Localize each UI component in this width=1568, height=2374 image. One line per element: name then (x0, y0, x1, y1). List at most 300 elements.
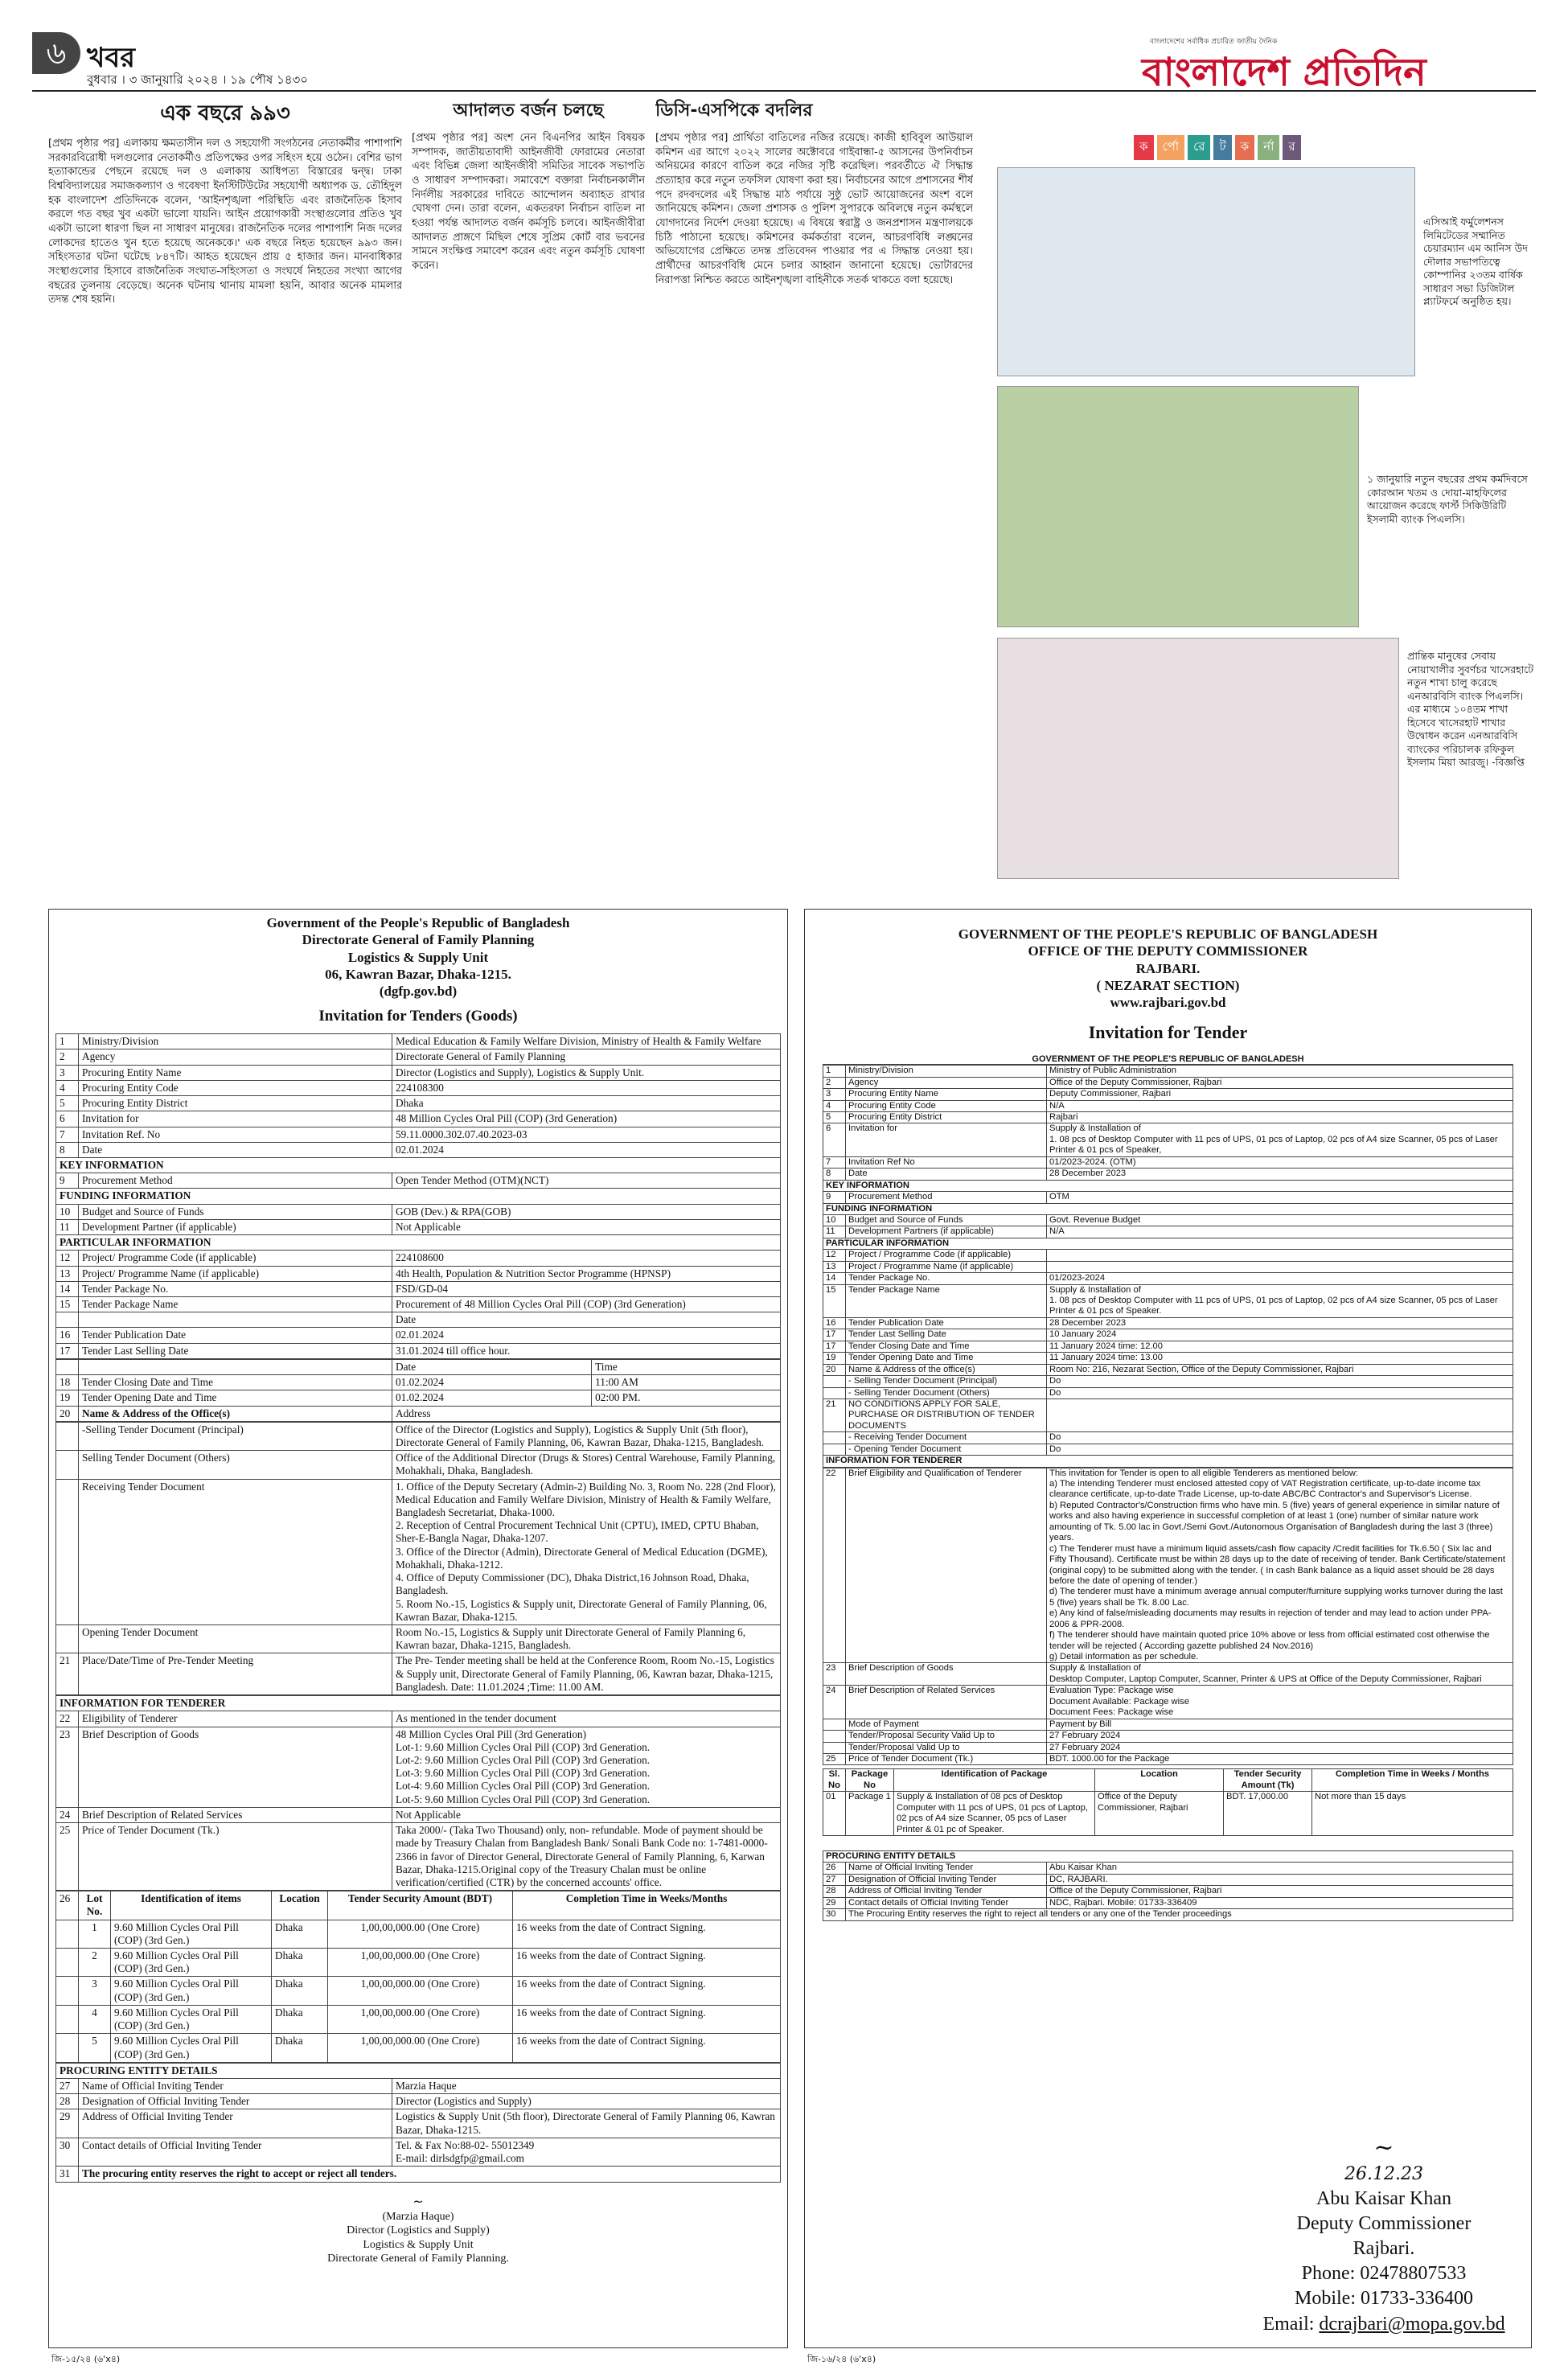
header-line: GOVERNMENT OF THE PEOPLE'S REPUBLIC OF BANGLADESH (958, 926, 1378, 942)
table-row (56, 1727, 781, 1807)
table-cell: Rajbari (1047, 1112, 1513, 1123)
table-row (56, 1390, 781, 1406)
table-cell: 8 (823, 1169, 846, 1180)
table-cell: - Selling Tender Document (Others) (846, 1387, 1047, 1399)
table-cell: Procuring Entity District (79, 1096, 392, 1111)
table-cell: 9.60 Million Cycles Oral Pill (COP) (3rd Gen.) (111, 2005, 272, 2033)
table-cell: 01/2023-2024 (1047, 1273, 1513, 1284)
table-cell: 2 (79, 1949, 111, 1977)
table-row (56, 1158, 781, 1173)
table-cell: 23 (823, 1663, 846, 1686)
table-cell: 9.60 Million Cycles Oral Pill (COP) (3rd Gen.) (111, 1920, 272, 1948)
table-cell: 9.60 Million Cycles Oral Pill (COP) (3rd Gen.) (111, 2034, 272, 2062)
header-line: (dgfp.gov.bd) (379, 984, 458, 999)
table-row (823, 1731, 1513, 1742)
table-cell: Address of Official Inviting Tender (846, 1886, 1047, 1897)
tender-table (55, 1033, 781, 1359)
corporate-corner-title (1134, 135, 1536, 160)
table-cell: Govt. Revenue Budget (1047, 1214, 1513, 1226)
table-cell: Eligibility of Tenderer (79, 1711, 392, 1727)
table-row (823, 1432, 1513, 1444)
table-row (823, 1769, 1513, 1792)
email-link[interactable]: dcrajbari@mopa.gov.bd (1319, 2313, 1505, 2335)
table-cell: Evaluation Type: Package wise Document Available: Package wise Document Fees: Package wise (1047, 1686, 1513, 1719)
table-cell: The Pre- Tender meeting shall be held at the Conference Room, Room No.-15, Logistics & Supply unit, Directorate General of Family Planning, 06, Kawran bazar, Dhaka-1215, Bangladesh. Date: 11.01.2024 ;Time: 11.00 AM. (392, 1653, 781, 1695)
email-label: Email: (1262, 2313, 1315, 2335)
table-cell (56, 1422, 79, 1450)
table-cell: 01/2023-2024. (OTM) (1047, 1156, 1513, 1168)
tender-table (823, 1065, 1513, 1467)
table-cell: 6 (823, 1123, 846, 1156)
table-cell: Date (846, 1169, 1047, 1180)
table-row (56, 1328, 781, 1343)
table-cell: GOB (Dev.) & RPA(GOB) (392, 1204, 781, 1219)
table-cell: 29 (56, 2109, 79, 2138)
table-cell: Sl. No (823, 1769, 846, 1792)
table-row (823, 1214, 1513, 1226)
table-cell: 17 (823, 1329, 846, 1341)
table-row (823, 1089, 1513, 1100)
table-cell: Room No: 216, Nezarat Section, Office of the Deputy Commissioner, Rajbari (1047, 1364, 1513, 1375)
table-row (56, 2063, 781, 2078)
footer-code: জি-১৫/২৪ (৬'x৪) (51, 2354, 121, 2364)
table-cell: 14 (56, 1281, 79, 1296)
table-row (56, 1065, 781, 1080)
acl-agm-photo (997, 167, 1415, 376)
table-row (823, 1364, 1513, 1375)
tender-title: Invitation for Tender (1088, 1022, 1248, 1043)
table-cell: Open Tender Method (OTM)(NCT) (392, 1173, 781, 1189)
table-cell: 224108300 (392, 1080, 781, 1095)
table-cell: 9.60 Million Cycles Oral Pill (COP) (3rd Gen.) (111, 1977, 272, 2005)
signature-line: Directorate General of Family Planning. (327, 2253, 509, 2265)
signature-block (55, 2194, 781, 2266)
table-cell: Office of the Additional Director (Drugs & Stores) Central Warehouse, Family Planning, Mohakhali, Dhaka, Bangladesh. (392, 1451, 781, 1479)
table-row (56, 1204, 781, 1219)
table-cell: BDT. 1000.00 for the Package (1047, 1753, 1513, 1764)
table-cell: 01.02.2024 (392, 1375, 592, 1390)
title-tile: র্পো (1157, 135, 1185, 160)
table-cell: Invitation for (846, 1123, 1047, 1156)
table-cell: The procuring entity reserves the right to accept or reject all tenders. (79, 2167, 781, 2182)
table-cell: Tender Package No. (846, 1273, 1047, 1284)
table-cell: 31 (56, 2167, 79, 2182)
table-cell: 1,00,00,000.00 (One Crore) (328, 1920, 513, 1948)
table-row (823, 1238, 1513, 1249)
table-cell (1047, 1261, 1513, 1272)
table-cell: 02.01.2024 (392, 1142, 781, 1157)
table-row (56, 1251, 781, 1266)
table-cell: Dhaka (272, 1920, 328, 1948)
table-row (823, 1909, 1513, 1920)
table-cell: Budget and Source of Funds (846, 1214, 1047, 1226)
tender-notice-rajbari (804, 909, 1532, 2348)
signature-block (1255, 2132, 1513, 2337)
table-cell: N/A (1047, 1100, 1513, 1111)
table-row (56, 1422, 781, 1450)
procuring-table (823, 1850, 1513, 1921)
header-line: www.rajbari.gov.bd (1110, 995, 1226, 1010)
table-cell: Ministry/Division (79, 1034, 392, 1049)
table-cell: 3 (823, 1089, 846, 1100)
table-row (823, 1444, 1513, 1455)
table-cell: Office of the Deputy Commissioner, Rajbari (1095, 1792, 1224, 1836)
procuring-table (55, 2063, 781, 2183)
table-cell: 12 (56, 1251, 79, 1266)
signature-line: Rajbari. (1353, 2237, 1415, 2259)
table-cell: Project / Programme Name (if applicable) (846, 1261, 1047, 1272)
table-cell: Invitation Ref. No (79, 1127, 392, 1142)
table-cell: Brief Description of Related Services (846, 1686, 1047, 1719)
table-cell: Brief Description of Goods (846, 1663, 1047, 1686)
table-cell: 16 weeks from the date of Contract Signing. (513, 1949, 781, 1977)
table-cell: Room No.-15, Logistics & Supply unit Directorate General of Family Planning 6, Kawran bazar, Dhaka-1215, Bangladesh. (392, 1625, 781, 1653)
table-row (823, 1886, 1513, 1897)
table-cell: Development Partner (if applicable) (79, 1219, 392, 1234)
masthead-tagline: বাংলাদেশের সর্বাধিক প্রচারিত জাতীয় দৈনিক (1150, 38, 1278, 46)
table-cell: 224108600 (392, 1251, 781, 1266)
table-cell: - Selling Tender Document (Principal) (846, 1376, 1047, 1387)
table-row (56, 1920, 781, 1948)
table-cell: Project / Programme Code (if applicable) (846, 1250, 1047, 1261)
table-cell: Time (592, 1359, 781, 1374)
article-1 (48, 97, 402, 905)
table-cell: Tender Closing Date and Time (846, 1341, 1047, 1352)
table-row (56, 2167, 781, 2182)
table-cell: 26 (823, 1863, 846, 1874)
table-row (56, 2109, 781, 2138)
table-cell: Procurement of 48 Million Cycles Oral Pill (COP) (3rd Generation) (392, 1296, 781, 1312)
table-cell (823, 1432, 846, 1444)
article-title: এক বছরে ৯৯৩ (160, 101, 290, 125)
table-cell: NO CONDITIONS APPLY FOR SALE, PURCHASE OR DISTRIBUTION OF TENDER DOCUMENTS (846, 1399, 1047, 1431)
caption: প্রান্তিক মানুষের সেবায় নোয়াখালীর সুবর্ণচর খাসেরহাটে নতুন শাখা চালু করেছে এনআরবিসি ব্যাংক পিএলসি। এর মাধ্যমে ১০৪তম শাখা হিসেবে খাসেরহাট শাখার উদ্বোধন করেন এনআরবিসি ব্যাংকের পরিচালক রফিকুল ইসলাম মিয়া আরজু। -বিজ্ঞপ্তি (1407, 650, 1534, 768)
table-cell: Brief Description of Goods (79, 1727, 392, 1807)
table-cell: Procuring Entity Code (846, 1100, 1047, 1111)
table-cell: 59.11.0000.302.07.40.2023-03 (392, 1127, 781, 1142)
table-row (56, 1281, 781, 1296)
table-cell: Tender Package Name (79, 1296, 392, 1312)
table-cell: 16 weeks from the date of Contract Signing. (513, 2005, 781, 2033)
table-cell: 9.60 Million Cycles Oral Pill (COP) (3rd Gen.) (111, 1949, 272, 1977)
table-cell: 11 (823, 1226, 846, 1238)
table-row (823, 1851, 1513, 1863)
table-cell: Name & Address of the Office(s) (79, 1406, 392, 1421)
table-cell: 16 (56, 1328, 79, 1343)
table-cell: Deputy Commissioner, Rajbari (1047, 1089, 1513, 1100)
table-cell: 7 (56, 1127, 79, 1142)
header-line: 06, Kawran Bazar, Dhaka-1215. (325, 966, 511, 982)
table-cell: Procuring Entity Name (846, 1089, 1047, 1100)
table-row (56, 1312, 781, 1328)
table-cell: 17 (823, 1341, 846, 1352)
table-row (823, 1663, 1513, 1686)
table-cell (823, 1719, 846, 1730)
table-cell: The Procuring Entity reserves the right to reject all tenders or any one of the Tender proceedings (846, 1909, 1513, 1920)
table-row (56, 1173, 781, 1189)
page-number: ৬ (32, 32, 80, 74)
table-cell: 19 (823, 1353, 846, 1364)
table-row (56, 1235, 781, 1251)
article-title: আদালত বর্জন চলছে (453, 101, 604, 121)
table-cell: Do (1047, 1432, 1513, 1444)
table-cell: 2 (56, 1049, 79, 1065)
table-cell: Tender/Proposal Security Valid Up to (846, 1731, 1047, 1742)
table-cell: Marzia Haque (392, 2079, 781, 2094)
table-cell: As mentioned in the tender document (392, 1711, 781, 1727)
table-cell (1047, 1250, 1513, 1261)
section-heading: INFORMATION FOR TENDERER (823, 1456, 1513, 1467)
table-cell: Do (1047, 1376, 1513, 1387)
table-cell: 28 (823, 1886, 846, 1897)
table-cell: 1,00,00,000.00 (One Crore) (328, 1949, 513, 1977)
table-cell (56, 1625, 79, 1653)
table-row (56, 1949, 781, 1977)
table-cell: 20 (56, 1406, 79, 1421)
article-body: [প্রথম পৃষ্ঠার পর] অংশ নেন বিএনপির আইন বিষয়ক সম্পাদক, জাতীয়তাবাদী আইনজীবী ফোরামের নেতারা এবং বিভিন্ন জেলা আইনজীবী সমিতির সাবেক সভাপতি ও সাধারণ সম্পাদকরা। সমাবেশে বক্তারা নির্বাচনকালীন নির্দলীয় সরকারের দাবিতে আন্দোলন অব্যাহত রাখার ঘোষণা দেন। তারা বলেন, একতরফা নির্বাচন বাতিল না হওয়া পর্যন্ত আদালত বর্জন কর্মসূচি চলবে। আইনজীবীরা আদালত প্রাঙ্গণে মিছিল শেষে সুপ্রিম কোর্ট বার ভবনের সামনে সংক্ষিপ্ত সমাবেশ করেন এবং নতুন কর্মসূচি ঘোষণা করেন। (412, 132, 645, 272)
table-cell: 8 (56, 1142, 79, 1157)
table-cell: Project/ Programme Code (if applicable) (79, 1251, 392, 1266)
table-cell (1047, 1399, 1513, 1431)
table-cell: 29 (823, 1897, 846, 1908)
table-cell (823, 1376, 846, 1387)
table-cell: Tender Publication Date (846, 1317, 1047, 1329)
header-line: Directorate General of Family Planning (302, 932, 535, 948)
signature-line: Mobile: 01733-336400 (1295, 2288, 1473, 2310)
article-2 (412, 97, 645, 905)
table-row (56, 1977, 781, 2005)
table-cell: Procuring Entity District (846, 1112, 1047, 1123)
caption: এসিআই ফর্মুলেশনস লিমিটেডের সম্মানিত চেয়ারম্যান এম আনিস উদ দৌলার সভাপতিত্বে কোম্পানির ২৩তম বার্ষিক সাধারণ সভা ডিজিটাল প্ল্যাটফর্মে অনুষ্ঠিত হয়। (1423, 216, 1528, 307)
table-cell: 16 weeks from the date of Contract Signing. (513, 1977, 781, 2005)
table-row (56, 1711, 781, 1727)
table-cell: Director (Logistics and Supply), Logistics & Supply Unit. (392, 1065, 781, 1080)
header-line: Logistics & Supply Unit (347, 949, 489, 965)
table-cell: Brief Description of Related Services (79, 1807, 392, 1822)
table-row (56, 1219, 781, 1234)
tender-header (55, 914, 781, 1000)
header-line: Government of the People's Republic of Bangladesh (266, 915, 570, 930)
table-cell: 4 (56, 1080, 79, 1095)
table-cell: 10 (56, 1204, 79, 1219)
table-row (56, 1625, 781, 1653)
table-cell: Tender Security Amount (BDT) (328, 1891, 513, 1920)
table-cell: Office of the Deputy Commissioner, Rajbari (1047, 1077, 1513, 1088)
table-cell: 4 (79, 2005, 111, 2033)
table-cell: Address (392, 1406, 781, 1421)
table-row (823, 1169, 1513, 1180)
corporate-corner (997, 135, 1536, 899)
table-cell: Lot No. (79, 1891, 111, 1920)
table-cell: Package No (846, 1769, 894, 1792)
nrbc-opening-photo (997, 638, 1399, 879)
table-cell: Agency (846, 1077, 1047, 1088)
masthead-logo: বাংলাদেশ প্রতিদিন (1142, 50, 1426, 95)
table-row (56, 2034, 781, 2062)
article-body: [প্রথম পৃষ্ঠার পর] প্রার্থিতা বাতিলের নজির রয়েছে। কাজী হাবিবুল আউয়াল কমিশন এর আগে ২০২২ সালের অক্টোবরে গাইবান্ধা-৫ আসনের উপনির্বাচন অনিয়মের কারণে বাতিল করে নজির সৃষ্টি করেছিল। পরবর্তীতে ঐ সিদ্ধান্ত প্রত্যাহার করে নতুন তফসিল ঘোষণা করা হয়। নির্বাচনের আগে প্রশাসনের শীর্ষ পদে রদবদলের এই সিদ্ধান্ত মাঠ পর্যায়ে সুষ্ঠু ভোট আয়োজনের অংশ বলে জানিয়েছে কমিশন। জেলা প্রশাসক ও পুলিশ সুপারকে অবিলম্বে নতুন কর্মস্থলে যোগদানের নির্দেশ দেওয়া হয়েছে। এ বিষয়ে স্বরাষ্ট্র ও জনপ্রশাসন মন্ত্রণালয়কে চিঠি পাঠানো হয়েছে। কমিশনের কর্মকর্তারা বলেন, আচরণবিধি লঙ্ঘনের অভিযোগের প্রেক্ষিতে তদন্ত প্রতিবেদন পাওয়ার পর এ সিদ্ধান্ত নেওয়া হয়। প্রার্থীদের আচরণবিধি মেনে চলার আহ্বান জানানো হয়েছে। ভোটারদের নিরাপত্তা নিশ্চিত করতে আইনশৃঙ্খলা বাহিনীকে সতর্ক থাকতে বলা হয়েছে। (655, 132, 973, 286)
table-cell: 3 (79, 1977, 111, 2005)
bank-dua-photo (997, 386, 1359, 627)
table-cell: 21 (56, 1653, 79, 1695)
table-row (56, 2138, 781, 2166)
table-row (823, 1456, 1513, 1467)
table-cell: 27 (56, 2079, 79, 2094)
table-cell: 5 (56, 1096, 79, 1111)
table-row (823, 1077, 1513, 1088)
table-row (823, 1066, 1513, 1077)
table-cell: Tender Last Selling Date (79, 1343, 392, 1358)
table-cell (56, 2005, 79, 2033)
table-cell (56, 1949, 79, 1977)
table-row (823, 1250, 1513, 1261)
table-row (56, 1375, 781, 1390)
table-cell: Ministry/Division (846, 1066, 1047, 1077)
table-cell: Address of Official Inviting Tender (79, 2109, 392, 2138)
table-cell: Selling Tender Document (Others) (79, 1451, 392, 1479)
table-title: GOVERNMENT OF THE PEOPLE'S REPUBLIC OF BANGLADESH (823, 1054, 1513, 1065)
table-row (823, 1468, 1513, 1663)
table-row (823, 1100, 1513, 1111)
lots-table (55, 1891, 781, 2063)
table-row (56, 1343, 781, 1358)
table-cell: 48 Million Cycles Oral Pill (3rd Generation) Lot-1: 9.60 Million Cycles Oral Pill (COP) 3rd Generation. Lot-2: 9.60 Million Cycles Oral Pill (COP) 3rd Generation. Lot-3: 9.60 Million Cycles Oral Pill (COP) 3rd Generation. Lot-4: 9.60 Million Cycles Oral Pill (COP) 3rd Generation. Lot-5: 9.60 Million Cycles Oral Pill (COP) 3rd Generation. (392, 1727, 781, 1807)
table-cell: Price of Tender Document (Tk.) (846, 1753, 1047, 1764)
table-cell: Supply & Installation of 08 pcs of Desktop Computer with 11 pcs of UPS, 01 pcs of Laptop, 02 pcs of A4 size Scanner, 05 pcs of Laser Printer & 01 pc of Speaker. (894, 1792, 1095, 1836)
table-row (823, 1261, 1513, 1272)
table-cell: 1 (79, 1920, 111, 1948)
table-cell: Mode of Payment (846, 1719, 1047, 1730)
table-row (56, 1142, 781, 1157)
table-cell: Designation of Official Inviting Tender (79, 2094, 392, 2109)
table-row (823, 1376, 1513, 1387)
table-cell: Taka 2000/- (Taka Two Thousand) only, non- refundable. Mode of payment should be made by Treasury Chalan from Bangladesh Bank/ Sonali Bank Code no: 1-7481-0000-2366 in favor of Director General, Directorate General of Family Planning, 6, Karwan Bazar, Dhaka-1215.Original copy of the Treasury Chalan must be online verification/certified (CTR) by the concerned accounts' office. (392, 1823, 781, 1891)
info-table (823, 1468, 1513, 1766)
table-cell: Identification of items (111, 1891, 272, 1920)
table-cell: 1 (823, 1066, 846, 1077)
table-cell: Logistics & Supply Unit (5th floor), Directorate General of Family Planning 06, Kawran Bazar, Dhaka-1215. (392, 2109, 781, 2138)
table-cell: Development Partners (if applicable) (846, 1226, 1047, 1238)
table-row (56, 2005, 781, 2033)
table-cell: Do (1047, 1387, 1513, 1399)
table-row (56, 1096, 781, 1111)
table-cell (56, 2034, 79, 2062)
table-cell: Invitation Ref No (846, 1156, 1047, 1168)
table-cell: Designation of Official Inviting Tender (846, 1874, 1047, 1885)
table-cell: 13 (56, 1266, 79, 1281)
signature: ~ (413, 2193, 424, 2209)
table-cell: Supply & Installation of 1. 08 pcs of Desktop Computer with 11 pcs of UPS, 01 pcs of Laptop, 02 pcs of A4 size Scanner, 05 pcs of Laser Printer & 01 pcs of Speaker. (1047, 1284, 1513, 1317)
table-cell: Procurement Method (79, 1173, 392, 1189)
table-cell: NDC, Rajbari. Mobile: 01733-336409 (1047, 1897, 1513, 1908)
signature-line: (Marzia Haque) (382, 2210, 454, 2223)
table-row (823, 1387, 1513, 1399)
section-heading: PROCURING ENTITY DETAILS (56, 2063, 781, 2078)
table-row (823, 1273, 1513, 1284)
table-cell: Contact details of Official Inviting Tender (846, 1897, 1047, 1908)
table-cell: BDT. 17,000.00 (1224, 1792, 1312, 1836)
table-cell: - Opening Tender Document (846, 1444, 1047, 1455)
table-cell: 24 (56, 1807, 79, 1822)
table-cell: 27 February 2024 (1047, 1731, 1513, 1742)
table-cell: Tender Opening Date and Time (79, 1390, 392, 1406)
table-cell: Place/Date/Time of Pre-Tender Meeting (79, 1653, 392, 1695)
table-cell: Office of the Director (Logistics and Supply), Logistics & Supply Unit (5th floor), Directorate General of Family Planning, 06, Kawran Bazar, Dhaka-1215, Bangladesh. (392, 1422, 781, 1450)
table-cell: 02.01.2024 (392, 1328, 781, 1343)
table-cell: 1 (56, 1034, 79, 1049)
table-cell: -Selling Tender Document (Principal) (79, 1422, 392, 1450)
table-cell: Identification of Package (894, 1769, 1095, 1792)
header-line: ( NEZARAT SECTION) (1096, 977, 1240, 993)
table-cell: 26 (56, 1891, 79, 1920)
table-row (56, 2079, 781, 2094)
table-cell: Budget and Source of Funds (79, 1204, 392, 1219)
table-cell: 1,00,00,000.00 (One Crore) (328, 2005, 513, 2033)
table-cell (823, 1731, 846, 1742)
table-row (823, 1719, 1513, 1730)
title-tile: ক (1235, 135, 1255, 160)
table-cell: 25 (56, 1823, 79, 1891)
signature-line: Logistics & Supply Unit (363, 2238, 474, 2251)
table-cell: Tender Opening Date and Time (846, 1353, 1047, 1364)
table-cell: Not Applicable (392, 1807, 781, 1822)
section-heading: KEY INFORMATION (823, 1180, 1513, 1191)
table-cell: Supply & Installation of Desktop Computer, Laptop Computer, Scanner, Printer & UPS at Office of the Deputy Commissioner, Rajbari (1047, 1663, 1513, 1686)
article-body: [প্রথম পৃষ্ঠার পর] এলাকায় ক্ষমতাসীন দল ও সহযোগী সংগঠনের নেতাকর্মীর পাশাপাশি সরকারবিরোধী দলগুলোর নেতাকর্মীও প্রতিপক্ষের ওপর সহিংস হয়ে ওঠেন। বেশির ভাগ হত্যাকান্ডের পেছনে রয়েছে দল ও এলাকায় আধিপত্য বিস্তারের দ্বন্দ্ব। ঢাকা বিশ্ববিদ্যালয়ের সমাজকল্যাণ ও গবেষণা ইনস্টিটিউটের সহযোগী অধ্যাপক ড. তৌহিদুল হক বাংলাদেশ প্রতিদিনকে বলেন, 'আইনশৃঙ্খলা পরিস্থিতি এবং রাজনৈতিক হিসাব করলে গত বছর খুব একটা ভালো যায়নি। আইন প্রয়োগকারী সংস্থাগুলোর প্রতিও খুব একটা ভালো ধারণা ছিল না সাধারণ মানুষের। রাজনৈতিক দলের পাশাপাশি নিজ দলের লোকদের হাতেও খুন হতে হয়েছে অনেককে।' এক বছরে নিহত হয়েছেন ৯৯৩ জন। সহিংসতার ঘটনা ঘটেছে ৮৪৭টি। আহত হয়েছেন প্রায় ৫ হাজার জন। মানবাধিকার সংস্থাগুলোর হিসাবে রাজনৈতিক সংঘাত-সহিংসতা ও সংঘর্ষে নিহতের সংখ্যা আগের বছরের তুলনায় বেড়েছে। অনেক ঘটনায় থানায় মামলা হয়নি, আবার অনেক মামলার তদন্ত শেষ হয়নি। (48, 138, 402, 306)
table-row (823, 1284, 1513, 1317)
table-cell (56, 1920, 79, 1948)
table-cell: Office of the Deputy Commissioner, Rajbari (1047, 1886, 1513, 1897)
table-cell: Completion Time in Weeks/Months (513, 1891, 781, 1920)
table-cell: 23 (56, 1727, 79, 1807)
table-cell (56, 1359, 79, 1374)
table-cell: Ministry of Public Administration (1047, 1066, 1513, 1077)
table-cell: FSD/GD-04 (392, 1281, 781, 1296)
table-cell: Project/ Programme Name (if applicable) (79, 1266, 392, 1281)
table-cell: Not Applicable (392, 1219, 781, 1234)
table-cell: Dhaka (272, 2034, 328, 2062)
signature-line: Phone: 02478807533 (1301, 2263, 1467, 2285)
table-row (823, 1792, 1513, 1836)
table-cell: 22 (823, 1468, 846, 1663)
table-cell: 25 (823, 1753, 846, 1764)
table-cell: 15 (56, 1296, 79, 1312)
table-cell: Receiving Tender Document (79, 1479, 392, 1624)
table-cell: Procurement Method (846, 1192, 1047, 1203)
table-row (56, 1653, 781, 1695)
table-cell: Dhaka (392, 1096, 781, 1111)
table-cell: 30 (823, 1909, 846, 1920)
table-cell (56, 1312, 79, 1328)
table-cell: Location (272, 1891, 328, 1920)
table-cell (56, 1451, 79, 1479)
table-row (823, 1226, 1513, 1238)
table-row (823, 1192, 1513, 1203)
table-cell: This invitation for Tender is open to all eligible Tenderers as mentioned below: a) The intending Tenderer must enclosed attested copy of VAT Registration certificate, up-to-date income tax clearance certificate, up-to-date Trade License, up-to-date ABC/BC Contractor's and Supervisor's License. b) Reputed Contractor's/Construction firms who have min. 5 (five) years of general experience in similar nature of works and also having experience in successful completion of at least 1 (one) number of similar nature work amounting of Tk. 5.00 lac in Govt./Semi Govt./Autonomous Organisation of Bangladesh during the last 3 (three) years. c) The Tenderer must have a minimum liquid assets/cash flow capacity /Credit facilities for Tk.6.50 ( Six lac and Fifty Thousand). Certificate must be within 28 days up to the date of receiving of tender. Bank Certificate/statement (original copy) to be submitted along with the tender. ( In cash Bank balance as a liquid asset should be 28 days before the date of opening of tender.) d) The tenderer must have a minimum average annual computer/furniture supplying works turnover during the last 5 (five) years shall be Tk. 8.00 Lac. e) Any kind of false/misleading documents may results in rejection of tender and may lead to action under PPA-2006 & PPR-2008. f) The tenderer should have maintain quoted price 10% above or less from official estimated cost otherwise the tender will be rejected ( According gazette published 24 Nov.2016) g) Detail information as per schedule. (1047, 1468, 1513, 1663)
table-row (56, 1189, 781, 1204)
table-row (823, 1203, 1513, 1214)
table-cell: 1,00,00,000.00 (One Crore) (328, 1977, 513, 2005)
table-cell: 30 (56, 2138, 79, 2166)
table-row (823, 1112, 1513, 1123)
table-cell: 10 (823, 1214, 846, 1226)
table-cell: Procuring Entity Name (79, 1065, 392, 1080)
table-cell: Abu Kaisar Khan (1047, 1863, 1513, 1874)
table-cell: DC, RAJBARI. (1047, 1874, 1513, 1885)
table-cell: 5 (823, 1112, 846, 1123)
table-row (56, 1296, 781, 1312)
table-cell: Date (392, 1359, 592, 1374)
table-row (56, 1127, 781, 1142)
